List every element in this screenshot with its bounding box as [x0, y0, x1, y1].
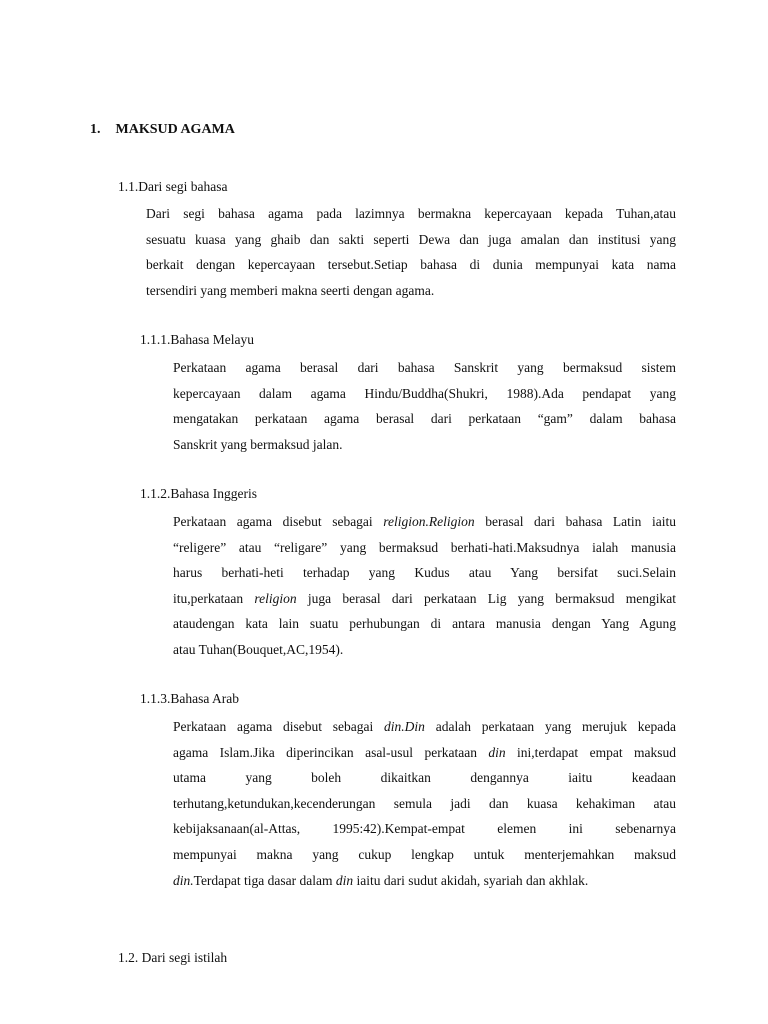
paragraph-line: tersendiri yang memberi makna seerti dengan agama. [146, 282, 435, 298]
text-run: iaitu dari sudut akidah, syariah dan akhlak. [353, 872, 589, 888]
paragraph-line [173, 868, 676, 894]
text-run: Terdapat tiga dasar dalam [193, 872, 336, 888]
text-run: Perkataan agama disebut sebagai [173, 514, 384, 529]
text-run: itu,perkataan [173, 590, 255, 606]
paragraph-line: Sanskrit yang bermaksud jalan. [173, 436, 343, 452]
paragraph-line: utama yang boleh dikaitkan dengannya iaitu keadaan [173, 770, 676, 786]
text-run: ini,terdapat empat maksud [505, 744, 676, 760]
paragraph-1-1-2 [173, 509, 676, 663]
paragraph-line: mempunyai makna yang cukup lengkap untuk menterjemahkan maksud [173, 846, 676, 862]
paragraph-line [173, 714, 676, 740]
section-heading [90, 122, 235, 138]
paragraph-line: “religere” atau “religare” yang bermaksud berhati-hati.Maksudnya ialah manusia [173, 539, 676, 555]
italic-term: din.Din [384, 719, 425, 734]
italic-term: religion.Religion [383, 514, 475, 529]
paragraph-1-1-3 [173, 714, 676, 893]
italic-term: din [335, 872, 354, 888]
paragraph-line [173, 509, 676, 535]
section-title: MAKSUD AGAMA [115, 122, 235, 137]
text-run: agama Islam.Jika diperincikan asal-usul perkataan [173, 744, 489, 760]
subsection-title-1-1-2: 1.1.2.Bahasa Inggeris [140, 486, 257, 501]
text-run: adalah perkataan yang merujuk kepada [424, 719, 676, 734]
paragraph-line: ataudengan kata lain suatu perhubungan di antara manusia dengan Yang Agung [173, 616, 676, 632]
paragraph-line: atau Tuhan(Bouquet,AC,1954). [173, 641, 344, 657]
paragraph-line: Dari segi bahasa agama pada lazimnya bermakna kepercayaan kepada Tuhan,atau [146, 206, 676, 221]
text-run: berasal dari bahasa Latin iaitu [474, 514, 676, 529]
paragraph-1-1 [146, 201, 676, 303]
text-run: juga berasal dari perkataan Lig yang bermaksud mengikat [296, 590, 676, 606]
paragraph-line: terhutang,ketundukan,kecenderungan semula jadi dan kuasa kehakiman atau [173, 795, 676, 811]
paragraph-1-1-1 [173, 355, 676, 457]
paragraph-line: mengatakan perkataan agama berasal dari perkataan “gam” dalam bahasa [173, 411, 676, 427]
subsection-title-1-1-3: 1.1.3.Bahasa Arab [140, 691, 239, 706]
section-number: 1. [90, 122, 101, 137]
paragraph-line [173, 586, 676, 612]
italic-term: din. [173, 872, 194, 888]
subsection-title-1-1-1: 1.1.1.Bahasa Melayu [140, 332, 254, 347]
paragraph-line: kebijaksanaan(al-Attas, 1995:42).Kempat-empat elemen ini sebenarnya [173, 821, 676, 837]
italic-term: din [488, 744, 506, 760]
text-run: Perkataan agama disebut sebagai [173, 719, 385, 734]
paragraph-line: berkait dengan kepercayaan tersebut.Setiap bahasa di dunia mempunyai kata nama [146, 257, 676, 273]
italic-term: religion [254, 590, 297, 606]
subsection-title-1-2: 1.2. Dari segi istilah [118, 950, 228, 965]
paragraph-line [173, 740, 676, 766]
paragraph-line: Perkataan agama berasal dari bahasa Sanskrit yang bermaksud sistem [173, 360, 676, 375]
paragraph-line: kepercayaan dalam agama Hindu/Buddha(Shukri, 1988).Ada pendapat yang [173, 385, 676, 401]
paragraph-line: harus berhati-heti terhadap yang Kudus atau Yang bersifat suci.Selain [173, 565, 676, 581]
subsection-title-1-1: 1.1.Dari segi bahasa [118, 179, 228, 194]
paragraph-line: sesuatu kuasa yang ghaib dan sakti seperti Dewa dan juga amalan dan institusi yang [146, 231, 676, 247]
